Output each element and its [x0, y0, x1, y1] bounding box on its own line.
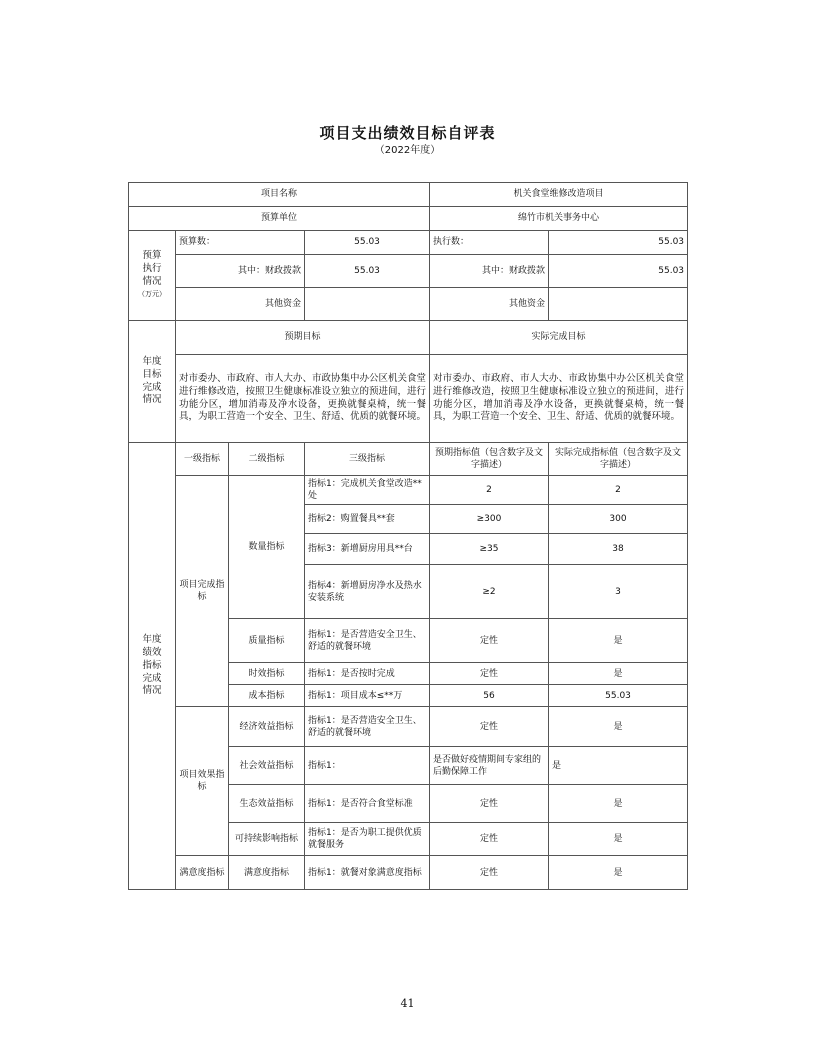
quantity-indicator-label: 数量指标: [229, 476, 305, 619]
eco-name: 指标1：是否符合食堂标准: [305, 785, 430, 823]
budget-section-label-3: 情况: [142, 275, 162, 287]
header-level3: 三级指标: [305, 443, 430, 476]
goals-section-label-4: 情况: [142, 394, 162, 406]
actual-goal-header: 实际完成目标: [430, 321, 688, 355]
row-budget-total: [129, 231, 688, 255]
quality-indicator-label: 质量指标: [229, 619, 305, 663]
satisfaction-indicator-label: 满意度指标: [176, 856, 229, 890]
budget-amount-label: 预算数：: [176, 231, 305, 255]
row-budget-other: [129, 288, 688, 321]
budget-section-unit: （万元）: [138, 290, 166, 299]
goals-section-label: [129, 321, 176, 443]
q1-actual: 2: [549, 476, 688, 505]
economic-indicator-label: 经济效益指标: [229, 707, 305, 747]
row-goals-header: [129, 321, 688, 355]
header-level1: 一级指标: [176, 443, 229, 476]
quality-expected: 定性: [430, 619, 549, 663]
satis-actual: 是: [549, 856, 688, 890]
sustain-indicator-label: 可持续影响指标: [229, 823, 305, 856]
page-title: 项目支出绩效目标自评表: [319, 124, 496, 142]
goals-section-label-1: 年度: [142, 355, 162, 367]
other-budget-value: [305, 288, 430, 321]
q4-name: 指标4：新增厨房净水及热水安装系统: [305, 565, 430, 619]
budget-amount-value: 55.03: [305, 231, 430, 255]
eco-expected: 定性: [430, 785, 549, 823]
expected-goal-text: 对市委办、市政府、市人大办、市政协集中办公区机关食堂进行维修改造，按照卫生健康标准设立独立的预进间，进行功能分区，增加消毒及净水设备，更换就餐桌椅，统一餐具，为职工营造一个安全、卫生、舒适、优质的就餐环境。: [176, 355, 430, 443]
cost-expected: 56: [430, 685, 549, 707]
satis-expected: 定性: [430, 856, 549, 890]
goals-section-label-3: 完成: [142, 381, 162, 393]
project-name-label: 项目名称: [129, 183, 430, 207]
project-name-value: 机关食堂维修改造项目: [430, 183, 688, 207]
q1-expected: 2: [430, 476, 549, 505]
time-name: 指标1：是否按时完成: [305, 663, 430, 685]
header-expected: 预期指标值（包含数字及文字描述）: [430, 443, 549, 476]
self-evaluation-table: [128, 182, 688, 890]
header-actual: 实际完成指标值（包含数字及文字描述）: [549, 443, 688, 476]
time-actual: 是: [549, 663, 688, 685]
economic-actual: 是: [549, 707, 688, 747]
exec-amount-label: 执行数：: [430, 231, 549, 255]
other-exec-label: 其他资金: [430, 288, 549, 321]
economic-expected: 定性: [430, 707, 549, 747]
expected-goal-header: 预期目标: [176, 321, 430, 355]
other-budget-label: 其他资金: [176, 288, 305, 321]
quality-actual: 是: [549, 619, 688, 663]
fiscal-budget-value: 55.03: [305, 255, 430, 288]
satisfaction-sub-label: 满意度指标: [229, 856, 305, 890]
q3-actual: 38: [549, 534, 688, 565]
eco-actual: 是: [549, 785, 688, 823]
eco-indicator-label: 生态效益指标: [229, 785, 305, 823]
budget-unit-value: 绵竹市机关事务中心: [430, 207, 688, 231]
q4-expected: ≥2: [430, 565, 549, 619]
social-actual: 是: [549, 747, 688, 785]
row-project-name: [129, 183, 688, 207]
q3-expected: ≥35: [430, 534, 549, 565]
ind-section-label-2: 绩效: [142, 646, 162, 658]
table-row: [129, 476, 688, 505]
q2-name: 指标2：购置餐具**套: [305, 505, 430, 534]
row-budget-fiscal: [129, 255, 688, 288]
fiscal-budget-label: 其中：财政拨款: [176, 255, 305, 288]
budget-section-label-2: 执行: [142, 262, 162, 274]
sustain-expected: 定性: [430, 823, 549, 856]
time-expected: 定性: [430, 663, 549, 685]
budget-section-label-1: 预算: [142, 249, 162, 261]
economic-name: 指标1：是否营造安全卫生、舒适的就餐环境: [305, 707, 430, 747]
fiscal-exec-value: 55.03: [549, 255, 688, 288]
effect-indicator-label: 项目效果指标: [176, 707, 229, 856]
cost-indicator-label: 成本指标: [229, 685, 305, 707]
q2-actual: 300: [549, 505, 688, 534]
budget-section-label: [129, 231, 176, 321]
table-row: [129, 856, 688, 890]
goals-section-label-2: 目标: [142, 368, 162, 380]
ind-section-label-4: 完成: [142, 672, 162, 684]
actual-goal-text: 对市委办、市政府、市人大办、市政协集中办公区机关食堂进行维修改造，按照卫生健康标准设立独立的预进间，进行功能分区，增加消毒及净水设备，更换就餐桌椅，统一餐具，为职工营造一个安全、卫生、舒适、优质的就餐环境。: [430, 355, 688, 443]
timeliness-indicator-label: 时效指标: [229, 663, 305, 685]
ind-section-label-5: 情况: [142, 685, 162, 697]
cost-actual: 55.03: [549, 685, 688, 707]
row-goals-text: [129, 355, 688, 443]
cost-name: 指标1：项目成本≤**万: [305, 685, 430, 707]
q2-expected: ≥300: [430, 505, 549, 534]
row-budget-unit: [129, 207, 688, 231]
output-indicator-label: 项目完成指标: [176, 476, 229, 707]
satis-name: 指标1：就餐对象满意度指标: [305, 856, 430, 890]
table-row: [129, 707, 688, 747]
header-level2: 二级指标: [229, 443, 305, 476]
social-expected: 是否做好疫情期间专家组的后勤保障工作: [430, 747, 549, 785]
q1-name: 指标1：完成机关食堂改造**处: [305, 476, 430, 505]
quality-name: 指标1：是否营造安全卫生、舒适的就餐环境: [305, 619, 430, 663]
indicators-section-label: [129, 443, 176, 890]
ind-section-label-1: 年度: [142, 634, 162, 646]
exec-amount-value: 55.03: [549, 231, 688, 255]
sustain-name: 指标1：是否为职工提供优质就餐服务: [305, 823, 430, 856]
budget-unit-label: 预算单位: [129, 207, 430, 231]
social-name: 指标1：: [305, 747, 430, 785]
row-indicator-headers: [129, 443, 688, 476]
ind-section-label-3: 指标: [142, 659, 162, 671]
page-number: 41: [400, 997, 415, 1010]
sustain-actual: 是: [549, 823, 688, 856]
social-indicator-label: 社会效益指标: [229, 747, 305, 785]
fiscal-exec-label: 其中：财政拨款: [430, 255, 549, 288]
other-exec-value: [549, 288, 688, 321]
q3-name: 指标3：新增厨房用具**台: [305, 534, 430, 565]
page-subtitle: （2022年度）: [374, 145, 441, 156]
q4-actual: 3: [549, 565, 688, 619]
